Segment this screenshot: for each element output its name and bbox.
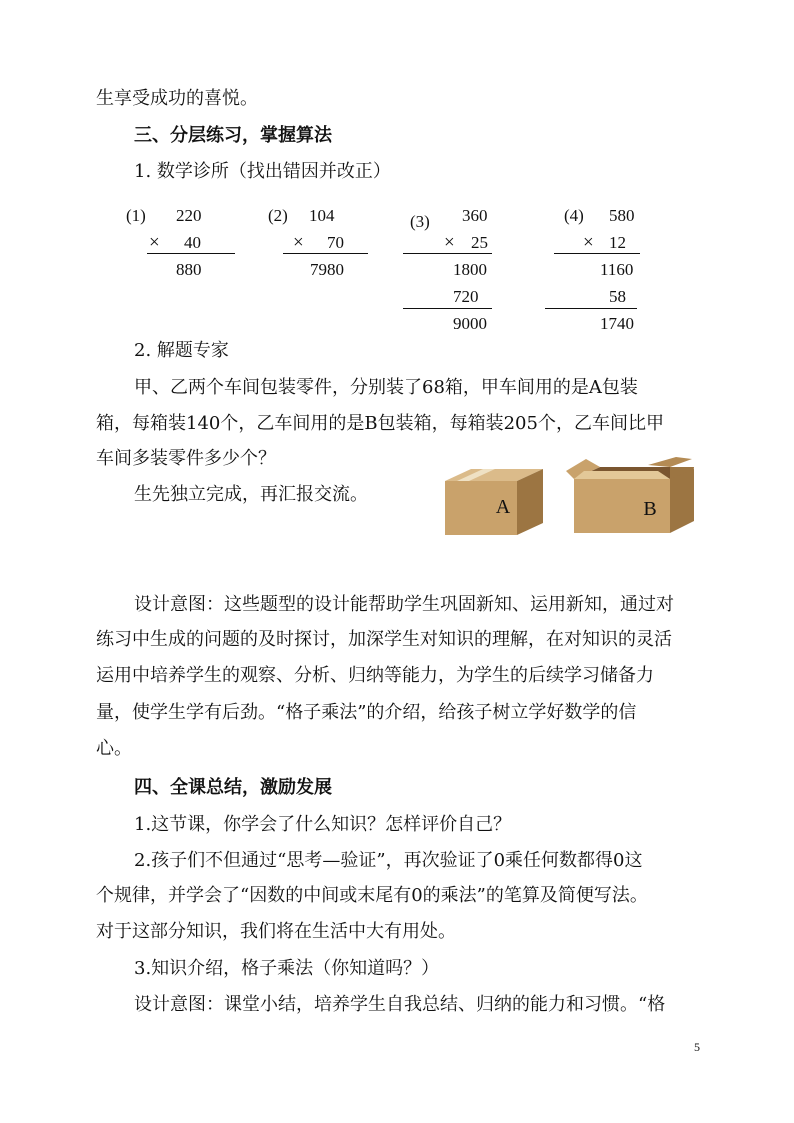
subsection-title: 1. 数学诊所（找出错因并改正） bbox=[134, 161, 391, 182]
paragraph-line: 车间多装零件多少个？ bbox=[96, 448, 276, 469]
multiplicand: 220 bbox=[176, 206, 202, 225]
page-number: 5 bbox=[694, 1040, 700, 1054]
paragraph-line: 3.知识介绍，格子乘法（你知道吗？） bbox=[134, 958, 440, 979]
result: 7980 bbox=[310, 260, 344, 279]
result-rule bbox=[554, 253, 640, 254]
sum-rule bbox=[545, 308, 637, 309]
multiplicand: 360 bbox=[462, 206, 488, 225]
box-a-illustration bbox=[443, 463, 545, 537]
times-sign: × bbox=[293, 232, 304, 253]
times-sign: × bbox=[583, 232, 594, 253]
partial-product-1: 1800 bbox=[453, 260, 487, 279]
multiplier: 25 bbox=[471, 233, 488, 252]
partial-product-1: 1160 bbox=[600, 260, 634, 279]
paragraph-line: 甲、乙两个车间包装零件，分别装了68箱，甲车间用的是A包装 bbox=[134, 377, 638, 398]
paragraph-line: 设计意图：课堂小结，培养学生自我总结、归纳的能力和习惯。“格 bbox=[134, 994, 666, 1015]
problem-label: (3) bbox=[410, 212, 430, 231]
result: 880 bbox=[176, 260, 202, 279]
multiplier: 12 bbox=[609, 233, 626, 252]
paragraph-line: 生享受成功的喜悦。 bbox=[96, 88, 258, 109]
result-rule bbox=[403, 253, 492, 254]
partial-product-2: 720 bbox=[453, 287, 479, 306]
paragraph-line: 箱，每箱装140个，乙车间用的是B包装箱，每箱装205个，乙车间比甲 bbox=[96, 413, 664, 434]
subsection-title: 2. 解题专家 bbox=[134, 340, 229, 361]
sum-rule bbox=[403, 308, 492, 309]
times-sign: × bbox=[444, 232, 455, 253]
times-sign: × bbox=[149, 232, 160, 253]
paragraph-line: 个规律，并学会了“因数的中间或末尾有0的乘法”的笔算及简便写法。 bbox=[96, 885, 648, 906]
box-b-label: B bbox=[643, 498, 657, 520]
partial-product-2: 58 bbox=[609, 287, 626, 306]
box-b-illustration bbox=[566, 457, 696, 535]
paragraph-line: 设计意图：这些题型的设计能帮助学生巩固新知、运用新知，通过对 bbox=[134, 594, 674, 615]
multiplier: 70 bbox=[327, 233, 344, 252]
multiplicand: 580 bbox=[609, 206, 635, 225]
result: 9000 bbox=[453, 314, 487, 333]
paragraph-line: 练习中生成的问题的及时探讨，加深学生对知识的理解，在对知识的灵活 bbox=[96, 629, 672, 650]
section-heading: 四、全课总结，激励发展 bbox=[134, 777, 332, 798]
paragraph-line: 心。 bbox=[96, 738, 132, 759]
multiplier: 40 bbox=[184, 233, 201, 252]
paragraph-line: 2.孩子们不但通过“思考—验证”，再次验证了0乘任何数都得0这 bbox=[134, 850, 643, 871]
problem-label: (2) bbox=[268, 206, 288, 225]
paragraph-line: 量，使学生学有后劲。“格子乘法”的介绍，给孩子树立学好数学的信 bbox=[96, 702, 637, 723]
section-heading: 三、分层练习，掌握算法 bbox=[134, 125, 332, 146]
result-rule bbox=[283, 253, 368, 254]
paragraph-line: 生先独立完成，再汇报交流。 bbox=[134, 484, 368, 505]
problem-label: (4) bbox=[564, 206, 584, 225]
result: 1740 bbox=[600, 314, 634, 333]
paragraph-line: 运用中培养学生的观察、分析、归纳等能力，为学生的后续学习储备力 bbox=[96, 665, 654, 686]
paragraph-line: 1.这节课，你学会了什么知识？怎样评价自己？ bbox=[134, 814, 512, 835]
multiplicand: 104 bbox=[309, 206, 335, 225]
result-rule bbox=[147, 253, 235, 254]
problem-label: (1) bbox=[126, 206, 146, 225]
box-a-label: A bbox=[495, 496, 511, 518]
paragraph-line: 对于这部分知识，我们将在生活中大有用处。 bbox=[96, 921, 456, 942]
